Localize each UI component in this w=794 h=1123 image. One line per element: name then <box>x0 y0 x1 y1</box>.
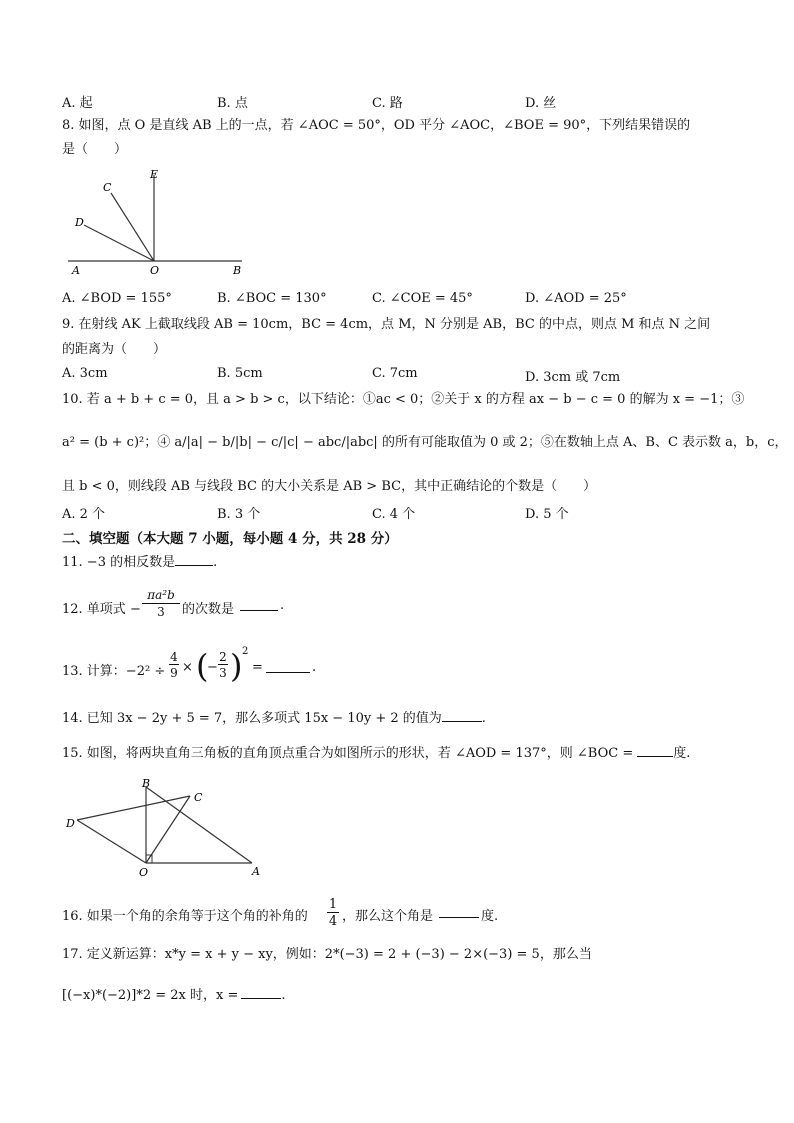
q8-option-a: A. ∠BOD = 155° <box>62 291 172 306</box>
q8-ray-oc <box>111 193 154 261</box>
q15-label-d: D <box>66 817 75 830</box>
q13-paren-right: ) <box>230 647 243 685</box>
q17-line2-text: [(−x)*(−2)]*2 = 2x 时，x = <box>62 988 239 1003</box>
q13-answer-blank[interactable] <box>266 660 310 673</box>
q13-end: . <box>312 660 317 675</box>
q7-option-c: C. 路 <box>372 96 403 111</box>
q16-suffix: ，那么这个角是 <box>342 909 434 924</box>
q11-text: 11. −3 的相反数是 <box>62 555 176 570</box>
q17-line2 <box>62 986 285 1005</box>
section2-title: 二、填空题（本大题 7 小题，每小题 4 分，共 28 分） <box>62 531 398 547</box>
q16-end: 度. <box>481 909 499 924</box>
q17-line1: 17. 定义新运算：x*y = x + y − xy，例如：2*(−3) = 2 + (−3) − 2×(−3) = 5，那么当 <box>62 947 592 962</box>
q13-frac1-num: 4 <box>170 650 178 664</box>
q8-stem-line1: 8. 如图，点 O 是直线 AB 上的一点，若 ∠AOC = 50°，OD 平分 ∠AOC，∠BOE = 90°，下列结果错误的 <box>62 118 691 133</box>
q15-label-a: A <box>252 865 260 878</box>
q14-end: . <box>481 711 486 726</box>
q11 <box>62 553 217 572</box>
q8-option-b: B. ∠BOC = 130° <box>217 291 327 306</box>
q13 <box>62 646 362 690</box>
q16 <box>62 897 522 933</box>
q15-segment-oc <box>146 796 190 863</box>
q7-option-b: B. 点 <box>217 96 248 111</box>
q7-option-a: A. 起 <box>62 96 93 111</box>
q13-frac2-den: 3 <box>219 666 227 680</box>
q15-end: 度. <box>673 746 691 761</box>
q10-stem-line3: 且 b < 0，则线段 AB 与线段 BC 的大小关系是 AB > BC，其中正确结论的个数是（ ） <box>62 479 597 494</box>
q15-figure <box>62 775 272 880</box>
q11-end: . <box>213 555 218 570</box>
q16-frac-num: 1 <box>328 897 338 912</box>
q9-option-d: D. 3cm 或 7cm <box>525 370 621 385</box>
q9-stem-line2: 的距离为（ ） <box>62 342 167 357</box>
q8-label-a: A <box>72 264 80 277</box>
q12-frac-num: πa²b <box>142 588 180 604</box>
q12-end: . <box>280 598 285 613</box>
q16-frac-den: 4 <box>328 914 338 929</box>
q15-label-c: C <box>194 791 203 804</box>
q8-ray-od <box>84 225 154 261</box>
q8-label-d: D <box>75 216 84 229</box>
q12-answer-blank[interactable] <box>240 598 278 611</box>
q13-times: × <box>182 660 193 675</box>
q8-stem-line2: 是（ ） <box>62 142 128 157</box>
q10-option-d: D. 5 个 <box>525 507 569 522</box>
q13-frac1-den: 9 <box>170 666 178 680</box>
q14-text: 14. 已知 3x − 2y + 5 = 7，那么多项式 15x − 10y + 2 的值为 <box>62 711 442 726</box>
q8-option-c: C. ∠COE = 45° <box>372 291 473 306</box>
q15-text: 15. 如图，将两块直角三角板的直角顶点重合为如图所示的形状，若 ∠AOD = 137°，则 ∠BOC = <box>62 746 634 761</box>
q15-segment-od <box>77 820 146 863</box>
q16-prefix: 16. 如果一个角的余角等于这个角的补角的 <box>62 909 308 924</box>
q8-label-o: O <box>150 264 160 277</box>
q8-label-e: E <box>150 168 159 181</box>
q13-exponent: 2 <box>242 646 249 657</box>
q13-paren-left: ( <box>196 647 209 685</box>
q17-end: . <box>281 988 286 1003</box>
q7-option-d: D. 丝 <box>525 96 557 111</box>
q13-prefix: 13. 计算：−2² ÷ <box>62 664 166 679</box>
q10-option-c: C. 4 个 <box>372 507 416 522</box>
q10-stem-line1: 10. 若 a + b + c = 0，且 a > b > c，以下结论：①ac < 0；②关于 x 的方程 ax − b − c = 0 的解为 x = −1；③ <box>62 392 745 407</box>
q13-minus: − <box>207 660 218 675</box>
q15 <box>62 744 690 763</box>
q10-stem-line2: a² = (b + c)²；④ a/|a| − b/|b| − c/|c| − abc/|abc| 的所有可能取值为 0 或 2；⑤在数轴上点 A、B、C 表示数 a，b，c， <box>62 435 788 450</box>
q8-label-c: C <box>103 181 112 194</box>
q9-option-b: B. 5cm <box>217 366 263 381</box>
q9-option-c: C. 7cm <box>372 366 418 381</box>
q15-label-o: O <box>139 866 149 879</box>
q8-figure <box>60 165 260 280</box>
q12-prefix: 12. 单项式 − <box>62 602 141 617</box>
q15-answer-blank[interactable] <box>637 744 673 757</box>
q11-answer-blank[interactable] <box>175 553 213 566</box>
q10-option-b: B. 3 个 <box>217 507 261 522</box>
q8-option-d: D. ∠AOD = 25° <box>525 291 627 306</box>
q8-label-b: B <box>233 264 242 277</box>
q13-equals: = <box>252 660 263 675</box>
q14 <box>62 709 486 728</box>
q10-option-a: A. 2 个 <box>62 507 106 522</box>
q9-stem-line1: 9. 在射线 AK 上截取线段 AB = 10cm，BC = 4cm，点 M，N 分别是 AB，BC 的中点，则点 M 和点 N 之间 <box>62 317 711 332</box>
q16-answer-blank[interactable] <box>439 905 479 918</box>
q15-label-b: B <box>142 777 151 790</box>
q12-frac-den: 3 <box>157 605 165 619</box>
q12-suffix: 的次数是 <box>182 602 235 617</box>
q14-answer-blank[interactable] <box>442 709 482 722</box>
q15-segment-dc <box>77 796 190 820</box>
q13-frac2-num: 2 <box>219 650 227 664</box>
q17-answer-blank[interactable] <box>241 986 281 999</box>
q9-option-a: A. 3cm <box>62 366 108 381</box>
